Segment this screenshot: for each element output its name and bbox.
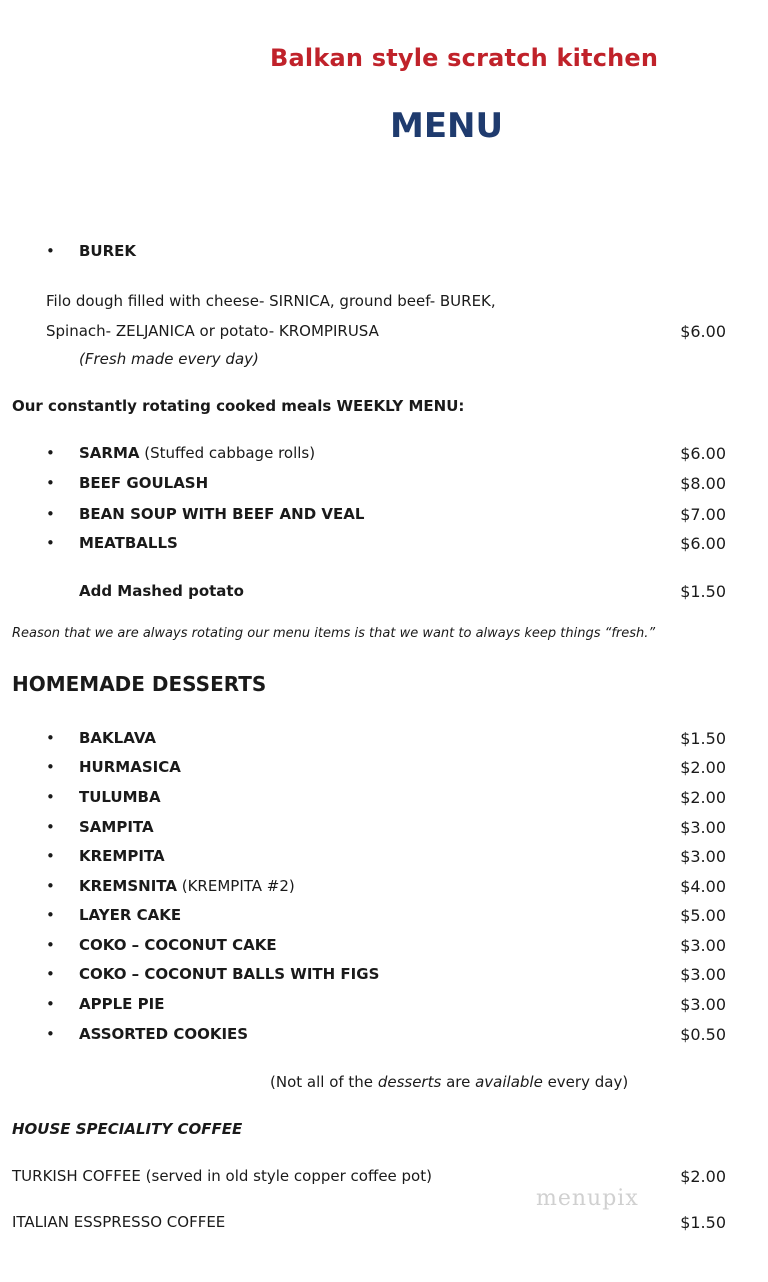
item-name: TULUMBA	[79, 788, 161, 806]
bullet: •	[46, 936, 55, 954]
bullet: •	[46, 906, 55, 924]
item-name: KREMSNITA	[79, 877, 177, 895]
bullet: •	[46, 534, 55, 552]
item-name: BAKLAVA	[79, 729, 157, 747]
weekly-menu-heading: Our constantly rotating cooked meals WEEKLY MENU:	[12, 397, 465, 415]
item-name: BEAN SOUP WITH BEEF AND VEAL	[79, 505, 365, 523]
coffee-item-espresso: ITALIAN ESSPRESSO COFFEE	[12, 1213, 226, 1231]
item-price: $6.00	[680, 444, 726, 463]
item-price: $7.00	[680, 505, 726, 524]
item-name: ASSORTED COOKIES	[79, 1025, 249, 1043]
bullet: •	[46, 242, 55, 260]
burek-description-line-2: Spinach- ZELJANICA or potato- KROMPIRUSA	[46, 322, 379, 340]
item-price: $1.50	[680, 729, 726, 748]
item-price: $3.00	[680, 995, 726, 1014]
item-name: COKO – COCONUT CAKE	[79, 936, 277, 954]
item-price: $2.00	[680, 758, 726, 777]
watermark-logo: menupix	[536, 1186, 639, 1211]
bullet: •	[46, 444, 55, 462]
bullet: •	[46, 729, 55, 747]
item-name: APPLE PIE	[79, 995, 165, 1013]
item-price: $2.00	[680, 788, 726, 807]
item-name: BEEF GOULASH	[79, 474, 209, 492]
item-name: HURMASICA	[79, 758, 181, 776]
item-name: SAMPITA	[79, 818, 154, 836]
item-price: $3.00	[680, 965, 726, 984]
bullet: •	[46, 1025, 55, 1043]
bullet: •	[46, 877, 55, 895]
menu-item-burek: BUREK	[79, 242, 137, 260]
bullet: •	[46, 505, 55, 523]
availability-text: (Not all of the	[270, 1073, 378, 1091]
bullet: •	[46, 818, 55, 836]
desserts-availability-note	[270, 1073, 628, 1091]
bullet: •	[46, 995, 55, 1013]
item-price: $4.00	[680, 877, 726, 896]
item-price: $3.00	[680, 818, 726, 837]
item-name: SARMA	[79, 444, 140, 462]
bullet: •	[46, 474, 55, 492]
item-note: (Stuffed cabbage rolls)	[139, 444, 316, 462]
coffee-item-turkish: TURKISH COFFEE (served in old style copper coffee pot)	[12, 1167, 432, 1185]
availability-text: are	[441, 1073, 476, 1091]
coffee-price-espresso: $1.50	[680, 1213, 726, 1232]
tagline: Balkan style scratch kitchen	[270, 44, 659, 72]
coffee-price-turkish: $2.00	[680, 1167, 726, 1186]
coffee-heading: HOUSE SPECIALITY COFFEE	[12, 1120, 243, 1138]
availability-text-desserts: desserts	[377, 1073, 442, 1091]
bullet: •	[46, 758, 55, 776]
menu-title: MENU	[390, 106, 504, 146]
item-name: KREMPITA	[79, 847, 165, 865]
bullet: •	[46, 788, 55, 806]
item-price: $3.00	[680, 936, 726, 955]
availability-text-available: available	[475, 1073, 543, 1091]
item-price: $0.50	[680, 1025, 726, 1044]
availability-text: every day)	[542, 1073, 629, 1091]
item-name: LAYER CAKE	[79, 906, 182, 924]
burek-description-line-1: Filo dough filled with cheese- SIRNICA, ground beef- BUREK,	[46, 292, 496, 310]
item-name: MEATBALLS	[79, 534, 178, 552]
item-price: $5.00	[680, 906, 726, 925]
item-note: (KREMPITA #2)	[176, 877, 295, 895]
bullet: •	[46, 847, 55, 865]
item-price: $3.00	[680, 847, 726, 866]
addon-mashed-potato: Add Mashed potato	[79, 582, 244, 600]
addon-price: $1.50	[680, 582, 726, 601]
item-name: COKO – COCONUT BALLS WITH FIGS	[79, 965, 380, 983]
item-price: $8.00	[680, 474, 726, 493]
burek-note: (Fresh made every day)	[79, 350, 259, 368]
burek-price: $6.00	[680, 322, 726, 341]
bullet: •	[46, 965, 55, 983]
rotation-note: Reason that we are always rotating our menu items is that we want to always keep things “fresh.”	[12, 626, 656, 641]
desserts-heading: HOMEMADE DESSERTS	[12, 672, 267, 696]
item-price: $6.00	[680, 534, 726, 553]
